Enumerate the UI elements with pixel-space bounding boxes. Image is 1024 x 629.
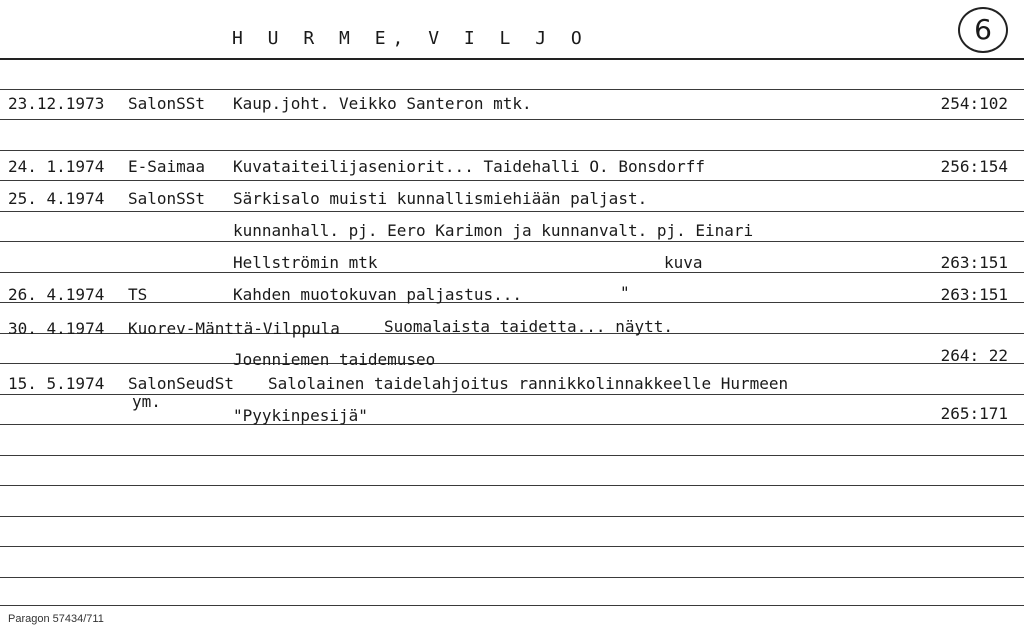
header-rule [0, 58, 1024, 60]
entry-description: Kahden muotokuvan paljastus... [233, 285, 522, 304]
ruled-line [0, 577, 1024, 578]
ruled-line [0, 180, 1024, 181]
entry-source: E-Saimaa [128, 157, 206, 176]
entry-date: 23.12.1973 [8, 94, 105, 113]
ruled-line [0, 516, 1024, 517]
entry-description-continued: Hellströmin mtk [233, 253, 378, 272]
entry-source: SalonSeudSt [128, 374, 234, 393]
ruled-line [0, 150, 1024, 151]
entry-date: 24. 1.1974 [8, 157, 105, 176]
ruled-line [0, 211, 1024, 212]
card-title: H U R M E, V I L J O [232, 28, 589, 49]
entry-reference: 265:171 [940, 404, 1008, 423]
ditto-mark: " [620, 283, 630, 302]
ruled-line [0, 485, 1024, 486]
entry-note: kuva [664, 253, 703, 272]
entry-reference: 263:151 [940, 253, 1008, 272]
entry-date: 30. 4.1974 [8, 319, 105, 338]
entry-description-continued: "Pyykinpesijä" [233, 406, 368, 425]
entry-description: Kuvataiteilijaseniorit... Taidehalli O. Bonsdorff [233, 157, 706, 176]
ruled-line [0, 241, 1024, 242]
entry-description: Kaup.joht. Veikko Santeron mtk. [233, 94, 532, 113]
entry-date: 25. 4.1974 [8, 189, 105, 208]
entry-reference: 263:151 [940, 285, 1008, 304]
ruled-line [0, 546, 1024, 547]
ruled-line [0, 424, 1024, 425]
entry-date: 26. 4.1974 [8, 285, 105, 304]
ruled-line [0, 363, 1024, 364]
entry-description: Salolainen taidelahjoitus rannikkolinnakkeelle Hurmeen [268, 374, 789, 393]
entry-source: Kuorev-Mänttä-Vilppula [128, 319, 340, 338]
entry-source: SalonSSt [128, 94, 206, 113]
ruled-line [0, 455, 1024, 456]
entry-description: Särkisalo muisti kunnallismiehiään paljast. [233, 189, 648, 208]
entry-reference: 254:102 [940, 94, 1008, 113]
entry-description-continued: kunnanhall. pj. Eero Karimon ja kunnanvalt. pj. Einari [233, 221, 754, 240]
card-number: 6 [958, 7, 1008, 53]
entry-source: TS [128, 285, 148, 304]
entry-description: Suomalaista taidetta... näytt. [384, 317, 673, 336]
entry-reference: 264: 22 [940, 346, 1008, 365]
ruled-line [0, 119, 1024, 120]
entry-reference: 256:154 [940, 157, 1008, 176]
printer-imprint: Paragon 57434/711 [8, 613, 104, 625]
ruled-line [0, 605, 1024, 606]
entry-source-continued: ym. [132, 392, 161, 411]
entry-source: SalonSSt [128, 189, 206, 208]
ruled-line [0, 89, 1024, 90]
entry-date: 15. 5.1974 [8, 374, 105, 393]
ruled-line [0, 272, 1024, 273]
entry-description-continued: Joenniemen taidemuseo [233, 350, 436, 369]
